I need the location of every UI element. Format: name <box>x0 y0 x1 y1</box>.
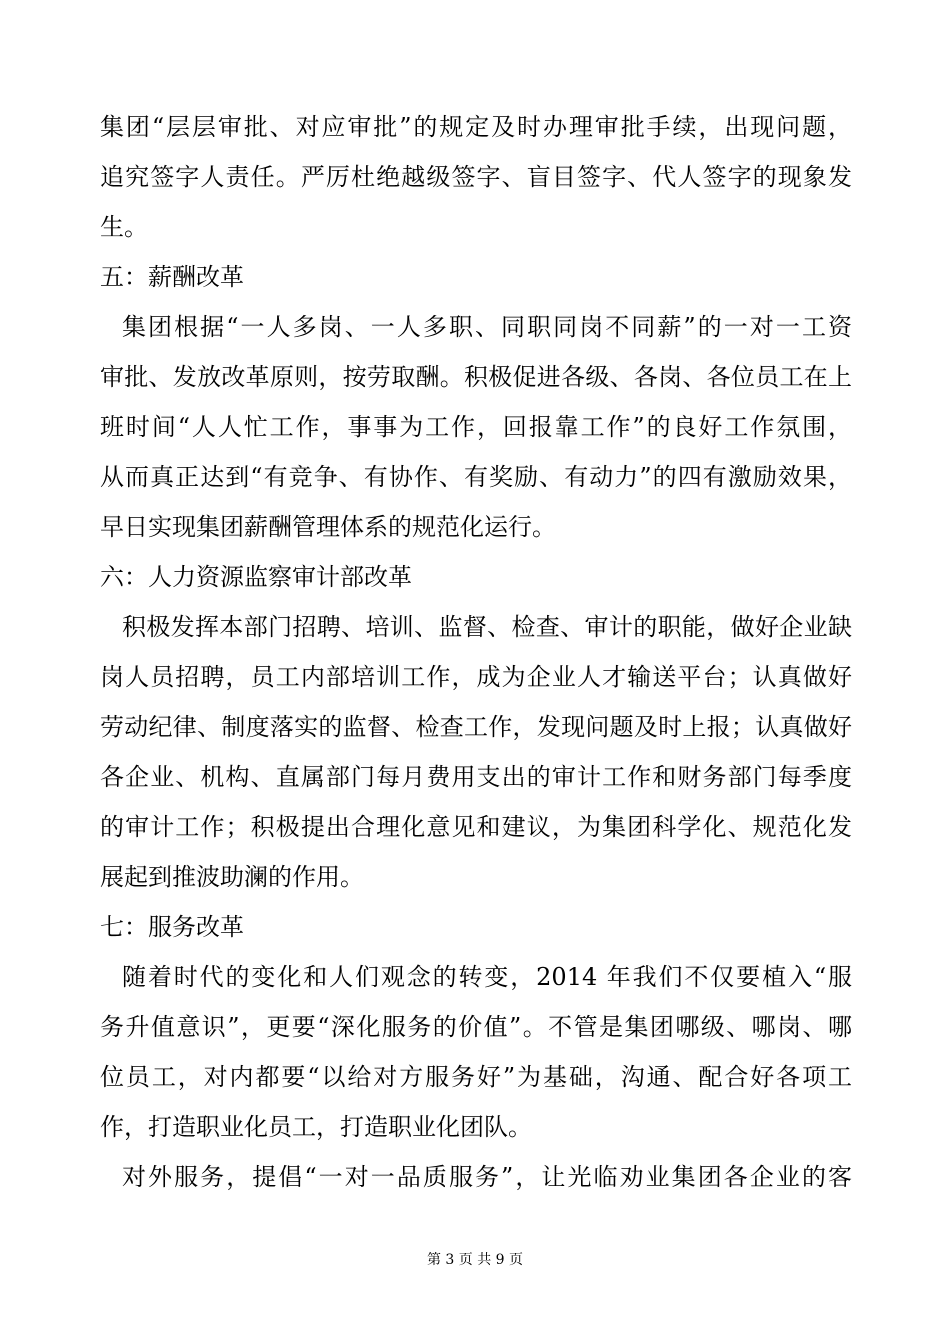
document-body <box>100 102 852 1202</box>
paragraph-line: 各企业、机构、直属部门每月费用支出的审计工作和财务部门每季度 <box>100 763 852 791</box>
paragraph-line: 审批、发放改革原则，按劳取酬。积极促进各级、各岗、各位员工在上 <box>100 363 852 391</box>
paragraph-line: 集团根据“一人多岗、一人多职、同职同岗不同薪”的一对一工资 <box>122 313 852 341</box>
paragraph-line: 早日实现集团薪酬管理体系的规范化运行。 <box>100 513 556 541</box>
paragraph-line: 班时间“人人忙工作，事事为工作，回报靠工作”的良好工作氛围， <box>100 413 852 441</box>
paragraph-line: 岗人员招聘，员工内部培训工作，成为企业人才输送平台；认真做好 <box>100 663 852 691</box>
paragraph-line: 对外服务，提倡“一对一品质服务”，让光临劝业集团各企业的客 <box>122 1163 852 1191</box>
paragraph-line: 生。 <box>100 213 148 241</box>
paragraph-line: 从而真正达到“有竞争、有协作、有奖励、有动力”的四有激励效果， <box>100 463 852 491</box>
section-heading: 七：服务改革 <box>100 913 244 941</box>
paragraph-line: 劳动纪律、制度落实的监督、检查工作，发现问题及时上报；认真做好 <box>100 713 852 741</box>
paragraph-line: 展起到推波助澜的作用。 <box>100 863 364 891</box>
paragraph-line: 的审计工作；积极提出合理化意见和建议，为集团科学化、规范化发 <box>100 813 852 841</box>
paragraph-line: 追究签字人责任。严厉杜绝越级签字、盲目签字、代人签字的现象发 <box>100 163 852 191</box>
page-number-footer: 第 3 页 共 9 页 <box>426 1252 524 1268</box>
paragraph-line: 集团“层层审批、对应审批”的规定及时办理审批手续，出现问题， <box>100 113 852 141</box>
paragraph-line: 务升值意识”，更要“深化服务的价值”。不管是集团哪级、哪岗、哪 <box>100 1013 852 1041</box>
section-heading: 五：薪酬改革 <box>100 263 244 291</box>
paragraph-line: 位员工，对内都要“以给对方服务好”为基础，沟通、配合好各项工 <box>100 1063 852 1091</box>
section-heading: 六：人力资源监察审计部改革 <box>100 563 412 591</box>
paragraph-line: 随着时代的变化和人们观念的转变，2014 年我们不仅要植入“服 <box>122 963 852 991</box>
paragraph-line: 积极发挥本部门招聘、培训、监督、检查、审计的职能，做好企业缺 <box>122 613 852 641</box>
paragraph-line: 作，打造职业化员工，打造职业化团队。 <box>100 1113 532 1141</box>
